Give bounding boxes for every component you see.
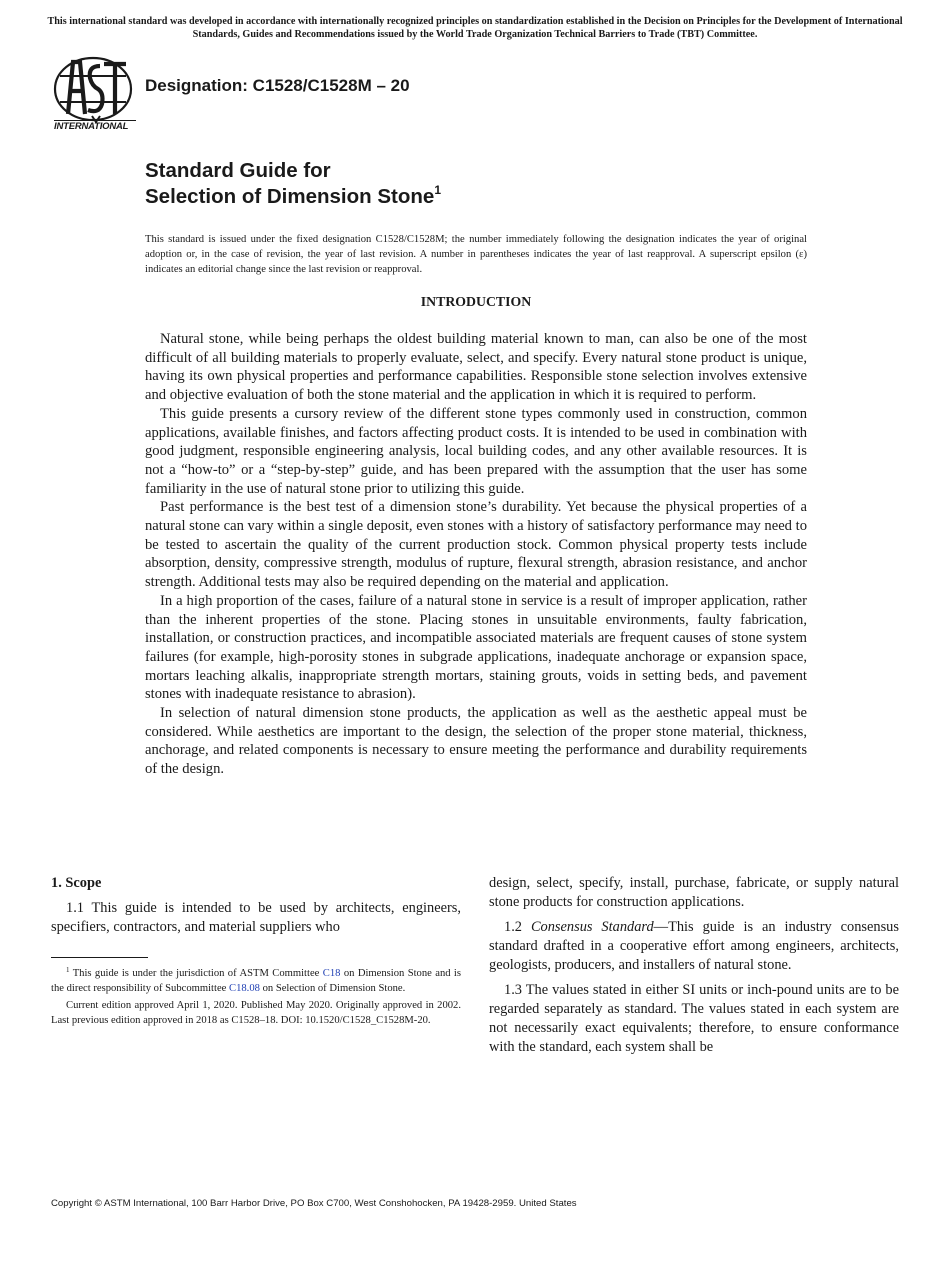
subcommittee-c18-08-link[interactable]: C18.08: [229, 983, 260, 994]
intro-paragraph: Past performance is the best test of a dimension stone’s durability. Yet because the physical properties of a natural stone can vary within a single deposit, even stones with a history of satisfactory performance may need to be tested to ascertain the quality of the current production stock. Common physical property tests include absorption, density, compressive strength, modulus of rupture, flexural strength, abrasion resistance, and anchor strength. Additional tests may also be required depending on the material and application.: [145, 499, 807, 591]
introduction-body: [145, 330, 807, 779]
footnotes: [51, 966, 461, 1030]
issued-statement: This standard is issued under the fixed designation C1528/C1528M; the number immediately following the designation indicates the year of original adoption or, in the case of revision, the year of last revision. A number in parentheses indicates the year of last reapproval. A superscript epsilon (ε) indicates an editorial change since the last revision or reapproval.: [145, 234, 807, 276]
document-title: [145, 158, 441, 210]
designation: Designation: C1528/C1528M – 20: [145, 76, 410, 95]
clause-text: —This guide is an industry consensus standard drafted in a cooperative effort among engineers, architects, geologists, producers, and installers of natural stone.: [489, 919, 899, 973]
footnote-edition: Current edition approved April 1, 2020. Published May 2020. Originally approved in 2002. Last previous edition approved in 2018 as C1528–18. DOI: 10.1520/C1528_C1528M-20.: [51, 1000, 461, 1026]
committee-c18-link[interactable]: C18: [322, 968, 341, 979]
title-footnote-mark: 1: [434, 183, 441, 197]
top-notice: This international standard was developed in accordance with internationally recognized principles on standardization established in the Decision on Principles for the Development of International Standards, Guides and Recommendations issued by the World Trade Organization Technical Barriers to Trade (TBT) Committee.: [47, 16, 903, 40]
intro-paragraph: In selection of natural dimension stone products, the application as well as the aesthetic appeal must be considered. While aesthetics are important to the design, the selection of the proper stone material, thickness, anchorage, and related components is necessary to ensure meeting the performance and durability requirements of the design.: [145, 705, 807, 778]
footnote-1: [51, 966, 461, 996]
clause-number: 1.2: [504, 919, 522, 935]
scope-1-1: 1.1 This guide is intended to be used by architects, engineers, specifiers, contractors, and material suppliers who: [51, 900, 461, 935]
title-line-1: Standard Guide for: [145, 159, 331, 182]
left-column: [51, 874, 461, 937]
scope-1-1-continued: design, select, specify, install, purchase, fabricate, or supply natural stone products for construction applications.: [489, 875, 899, 910]
right-column: [489, 874, 899, 1057]
clause-term: Consensus Standard: [530, 919, 654, 935]
footnote-text: This guide is under the jurisdiction of ASTM Committee: [72, 968, 320, 979]
title-main: Selection of Dimension Stone: [145, 185, 435, 208]
footnote-divider: [51, 957, 148, 958]
footnote-text: on Selection of Dimension Stone.: [262, 983, 406, 994]
astm-logo: [52, 56, 136, 132]
scope-1-2: [489, 918, 899, 975]
intro-paragraph: In a high proportion of the cases, failure of a natural stone in service is a result of improper application, rather than the inherent properties of the stone. Placing stones in unsuitable environments, faulty fabrication, installation, or construction practices, and incompatible associated materials are frequent causes of stone system failures (for example, high-porosity stones in subgrade applications, inadequate anchorage or expansion space, mortars leaching alkalis, inappropriate strength mortars, staining grouts, voids in setting beds, and pavement stones with inadequate resistance to abrasion).: [145, 592, 807, 703]
copyright-footer: Copyright © ASTM International, 100 Barr Harbor Drive, PO Box C700, West Conshohocken, PA 19428-2959. United States: [51, 1198, 577, 1209]
introduction-heading: INTRODUCTION: [420, 294, 532, 309]
footnote-mark: 1: [66, 966, 70, 974]
footnote-text: on Dimension Stone and is the direct responsibility of Subcommittee: [51, 968, 461, 994]
intro-paragraph: This guide presents a cursory review of the different stone types commonly used in construction, common applications, available finishes, and factors affecting product costs. It is intended to be used in combination with good judgment, responsible engineering analysis, local building codes, and any other available resources. It is not a “how-to” or a “step-by-step” guide, and has been prepared with the assumption that the user has some familiarity in the use of natural stone prior to utilizing this guide.: [145, 405, 807, 497]
title-line-2: [145, 184, 441, 210]
intro-paragraph: Natural stone, while being perhaps the oldest building material known to man, can also be one of the most difficult of all building materials to properly evaluate, select, and specify. Every natural stone product is unique, having its own physical properties and performance capabilities. Responsible stone selection involves extensive and objective evaluation of both the stone material and the application in which it is required to perform.: [145, 331, 807, 404]
scope-1-3: 1.3 The values stated in either SI units or inch-pound units are to be regarded separately as standard. The values stated in each system are not necessarily exact equivalents; therefore, to ensure conformance with the standard, each system shall be: [489, 982, 899, 1055]
logo-wordmark: INTERNATIONAL: [54, 120, 136, 132]
scope-heading: 1. Scope: [51, 875, 102, 891]
